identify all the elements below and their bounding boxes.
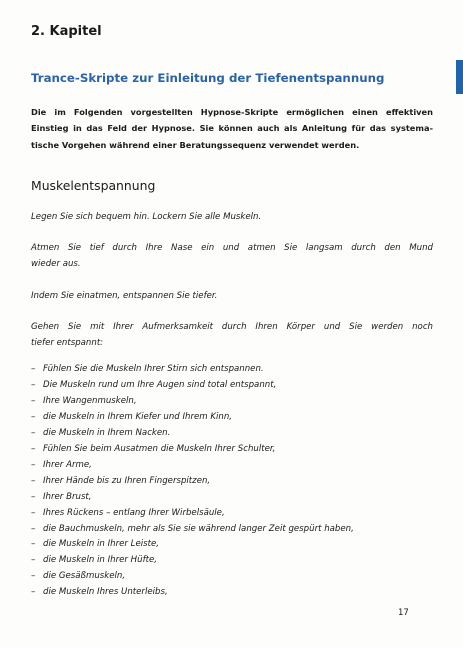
list-dash: – (31, 395, 36, 406)
list-dash: – (31, 379, 36, 390)
list-item (31, 490, 441, 506)
list-item-text: Fühlen Sie beim Ausatmen die Muskeln Ihrer Schulter, (43, 443, 276, 454)
script-paragraph (31, 209, 433, 225)
list-dash: – (31, 587, 36, 598)
page-number: 17 (398, 608, 409, 618)
intro-line: Die im Folgenden vorgestellten Hypnose-Skripte ermöglichen einen effektiven (31, 107, 433, 117)
paragraph-line: Legen Sie sich bequem hin. Lockern Sie alle Muskeln. (31, 212, 262, 222)
list-dash: – (31, 539, 36, 550)
list-item (31, 362, 441, 378)
list-dash: – (31, 491, 36, 502)
paragraph-line: tiefer entspannt: (31, 338, 104, 348)
section-title: Trance-Skripte zur Einleitung der Tiefenentspannung (31, 71, 385, 85)
paragraph-line: Atmen Sie tief durch Ihre Nase ein und atmen Sie langsam durch den Mund (31, 243, 433, 253)
list-item (31, 426, 441, 442)
list-item (31, 410, 441, 426)
intro-paragraph (31, 104, 433, 153)
intro-line: tische Vorgehen während einer Beratungssequenz verwendet werden. (31, 139, 360, 150)
list-item (31, 378, 441, 394)
list-item (31, 553, 441, 569)
list-dash: – (31, 411, 36, 422)
list-item-text: Fühlen Sie die Muskeln Ihrer Stirn sich entspannen. (43, 364, 264, 374)
list-item (31, 522, 441, 538)
list-item (31, 506, 441, 522)
list-dash: – (31, 427, 36, 438)
list-item-text: die Bauchmuskeln, mehr als Sie sie während langer Zeit gespürt haben, (43, 523, 354, 534)
list-item (31, 458, 441, 474)
chapter-heading: 2. Kapitel (31, 24, 102, 39)
list-item (31, 442, 441, 458)
list-dash: – (31, 475, 36, 486)
list-item-text: Ihrer Hände bis zu Ihren Fingerspitzen, (43, 475, 211, 486)
list-dash: – (31, 459, 36, 470)
list-item-text: Die Muskeln rund um Ihre Augen sind total entspannt, (43, 379, 277, 390)
list-item-text: Ihrer Arme, (43, 459, 92, 470)
paragraph-line: wieder aus. (31, 259, 81, 269)
list-item-text: Ihres Rückens – entlang Ihrer Wirbelsäule, (43, 507, 225, 518)
muscle-list (31, 362, 441, 601)
list-item-text: die Gesäßmuskeln, (43, 571, 126, 582)
list-item-text: die Muskeln in Ihrem Nacken. (43, 427, 171, 438)
list-dash: – (31, 364, 36, 374)
list-item (31, 585, 441, 601)
list-item-text: die Muskeln in Ihrem Kiefer und Ihrem Kinn, (43, 411, 233, 422)
list-dash: – (31, 523, 36, 534)
list-dash: – (31, 507, 36, 518)
list-dash: – (31, 555, 36, 566)
list-item (31, 537, 441, 553)
list-item-text: die Muskeln in Ihrer Hüfte, (43, 555, 157, 566)
script-paragraph (31, 288, 433, 304)
list-item-text: Ihrer Brust, (43, 491, 92, 502)
paragraph-line: Gehen Sie mit Ihrer Aufmerksamkeit durch Ihren Körper und Sie werden noch (31, 322, 433, 332)
script-paragraph (31, 240, 433, 272)
list-item-text: Ihre Wangenmuskeln, (43, 395, 137, 406)
list-dash: – (31, 571, 36, 582)
list-dash: – (31, 443, 36, 454)
list-item (31, 474, 441, 490)
subheading-muskelentspannung: Muskelentspannung (31, 178, 156, 193)
list-item (31, 569, 441, 585)
paragraph-line: Indem Sie einatmen, entspannen Sie tiefer. (31, 291, 218, 301)
script-paragraph (31, 319, 433, 351)
list-item-text: die Muskeln in Ihrer Leiste, (43, 539, 159, 550)
chapter-edge-tab (456, 60, 463, 94)
list-item (31, 394, 441, 410)
list-item-text: die Muskeln Ihres Unterleibs, (43, 587, 168, 598)
intro-line: Einstieg in das Feld der Hypnose. Sie können auch als Anleitung für das systema- (31, 123, 433, 134)
